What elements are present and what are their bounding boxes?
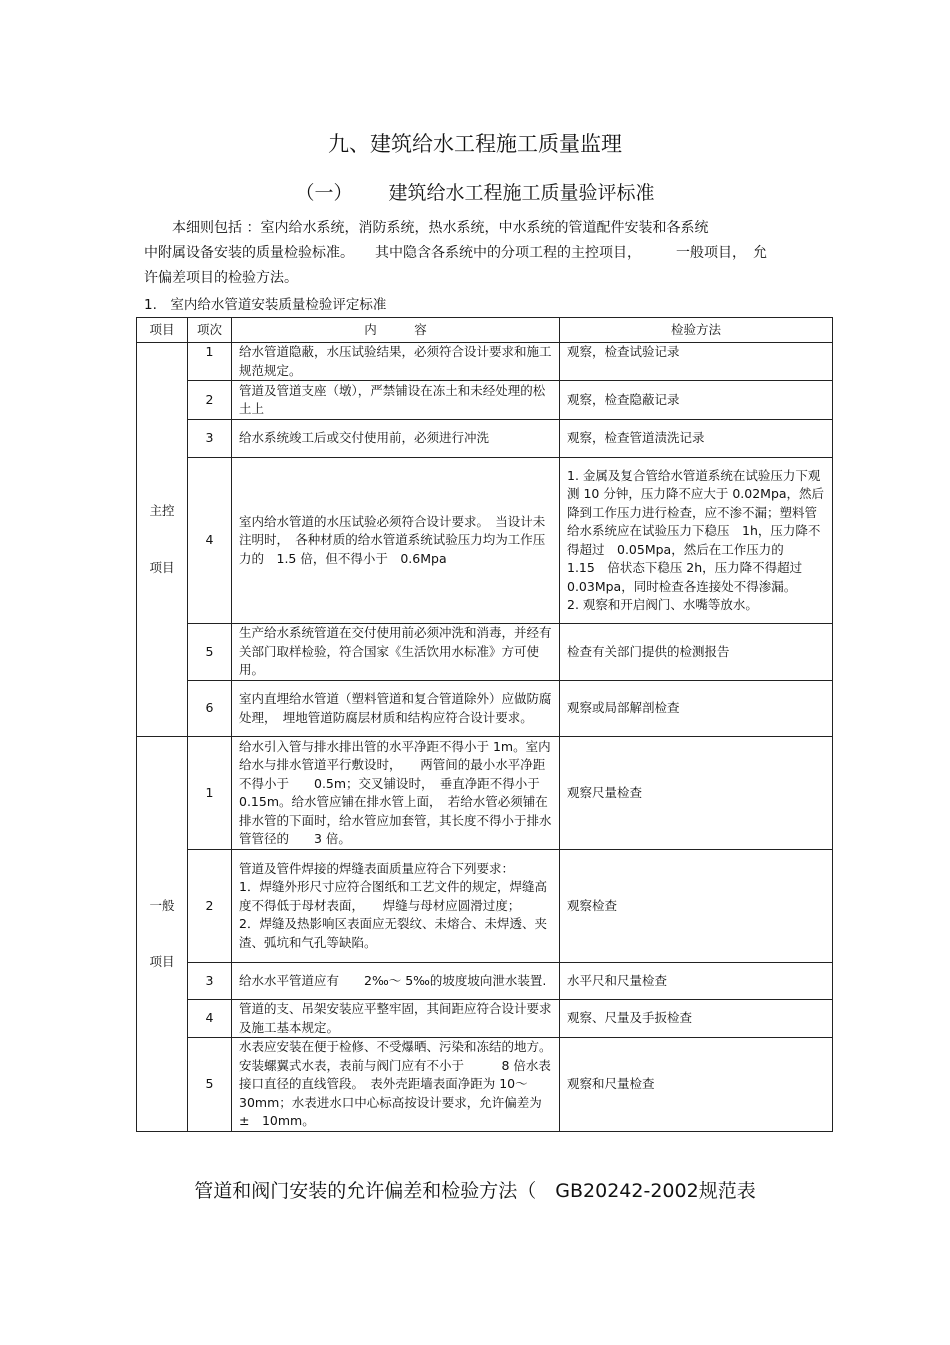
table-row (137, 963, 833, 1000)
seq-cell: 1 (188, 737, 232, 850)
table-row (137, 1000, 833, 1038)
content-cell: 水表应安装在便于检修、不受爆晒、污染和冻结的地方。安装螺翼式水表，表前与阀门应有不小于 8 倍水表接口直径的直线管段。 表外壳距墙表面净距为 10～30mm；水表进水口中心标高按设计要求，允许偏差为± 10mm。 (232, 1038, 560, 1132)
seq-cell: 4 (188, 458, 232, 624)
table-row (137, 458, 833, 624)
table-row (137, 381, 833, 420)
content-cell: 给水管道隐蔽，水压试验结果，必须符合设计要求和施工规范规定。 (232, 343, 560, 381)
table-row (137, 343, 833, 381)
header-content: 内 容 (232, 318, 560, 343)
seq-cell: 3 (188, 420, 232, 458)
group-label-cell (137, 737, 188, 1132)
table-row (137, 850, 833, 963)
method-cell: 观察，检查管道渍洗记录 (560, 420, 833, 458)
group-label-cell (137, 343, 188, 737)
group-label-line1: 主控 (149, 503, 175, 518)
section-heading (0, 178, 950, 205)
section-title: 建筑给水工程施工质量验评标准 (388, 182, 655, 204)
group-label-line2: 项目 (149, 954, 175, 969)
header-item: 项目 (137, 318, 188, 343)
content-cell: 管道及管件焊接的焊缝表面质量应符合下列要求： 1．焊缝外形尺寸应符合图纸和工艺文件的规定，焊缝高度不得低于母材表面， 焊缝与母材应圆滑过度； 2．焊缝及热影响区表面应无裂纹、未熔合、未焊透、夹渣、弧坑和气孔等缺陷。 (232, 850, 560, 963)
intro-line-2: 中附属设备安装的质量检验标准。 其中隐含各系统中的分项工程的主控项目， 一般项目， 允 (144, 245, 767, 261)
header-method: 检验方法 (560, 318, 833, 343)
method-cell: 观察、尺量及手扳检查 (560, 1000, 833, 1038)
content-cell: 室内直埋给水管道（塑料管道和复合管道除外）应做防腐处理， 埋地管道防腐层材质和结构应符合设计要求。 (232, 681, 560, 737)
footer-heading: 管道和阀门安装的允许偏差和检验方法（ GB20242-2002规范表 (194, 1180, 756, 1202)
seq-cell: 2 (188, 850, 232, 963)
content-cell: 管道及管道支座（墩），严禁铺设在冻土和未经处理的松土上 (232, 381, 560, 420)
table-row (137, 737, 833, 850)
seq-cell: 5 (188, 1038, 232, 1132)
group-label-line2: 项目 (149, 559, 175, 575)
content-cell: 室内给水管道的水压试验必须符合设计要求。 当设计未注明时， 各种材质的给水管道系统试验压力均为工作压力的 1.5 倍，但不得小于 0.6Mpa (232, 458, 560, 624)
intro-paragraph (144, 216, 824, 291)
content-cell: 给水系统竣工后或交付使用前，必须进行冲洗 (232, 420, 560, 458)
section-number: （一） (295, 182, 353, 204)
seq-cell: 1 (188, 343, 232, 381)
method-cell: 水平尺和尺量检查 (560, 963, 833, 1000)
method-cell: 观察检查 (560, 850, 833, 963)
table-row (137, 624, 833, 681)
table-row (137, 681, 833, 737)
table-header-row (137, 318, 833, 343)
group-label-line1: 一般 (149, 897, 175, 913)
subsection-title: 1. 室内给水管道安装质量检验评定标准 (144, 297, 387, 313)
table-row (137, 1038, 833, 1132)
method-cell: 检查有关部门提供的检测报告 (560, 624, 833, 681)
intro-line-1: 本细则包括 ：室内给水系统，消防系统，热水系统，中水系统的管道配件安装和各系统 (172, 220, 709, 236)
page-title: 九、建筑给水工程施工质量监理 (328, 132, 622, 156)
method-cell: 观察和尺量检查 (560, 1038, 833, 1132)
method-cell: 观察，检查隐蔽记录 (560, 381, 833, 420)
method-cell: 1. 金属及复合管给水管道系统在试验压力下观测 10 分钟，压力降不应大于 0.02Mpa，然后降到工作压力进行检查，应不渗不漏；塑料管给水系统应在试验压力下稳压 1h，压力降不得超过 0.05Mpa，然后在工作压力的 1.15 倍状态下稳压 2h，压力降不得超过 0.03Mpa，同时检查各连接处不得渗漏。 2. 观察和开启阀门、水嘴等放水。 (560, 458, 833, 624)
seq-cell: 2 (188, 381, 232, 420)
content-cell: 生产给水系统管道在交付使用前必须冲洗和消毒，并经有关部门取样检验，符合国家《生活饮用水标准》方可使用。 (232, 624, 560, 681)
table-row (137, 420, 833, 458)
seq-cell: 3 (188, 963, 232, 1000)
inspection-standards-table (136, 317, 833, 1132)
method-cell: 观察或局部解剖检查 (560, 681, 833, 737)
seq-cell: 5 (188, 624, 232, 681)
content-cell: 管道的支、吊架安装应平整牢固，其间距应符合设计要求及施工基本规定。 (232, 1000, 560, 1038)
content-cell: 给水水平管道应有 2‰～ 5‰的坡度坡向泄水装置. (232, 963, 560, 1000)
seq-cell: 4 (188, 1000, 232, 1038)
seq-cell: 6 (188, 681, 232, 737)
method-cell: 观察尺量检查 (560, 737, 833, 850)
header-seq: 项次 (188, 318, 232, 343)
intro-line-3: 许偏差项目的检验方法。 (144, 270, 298, 286)
content-cell: 给水引入管与排水排出管的水平净距不得小于 1m。室内给水与排水管道平行敷设时， 两管间的最小水平净距不得小于 0.5m；交叉铺设时， 垂直净距不得小于 0.15m。给水管应铺在排水管上面， 若给水管必须铺在排水管的下面时，给水管应加套管，其长度不得小于排水管管径的 3 倍。 (232, 737, 560, 850)
method-cell: 观察，检查试验记录 (560, 343, 833, 381)
